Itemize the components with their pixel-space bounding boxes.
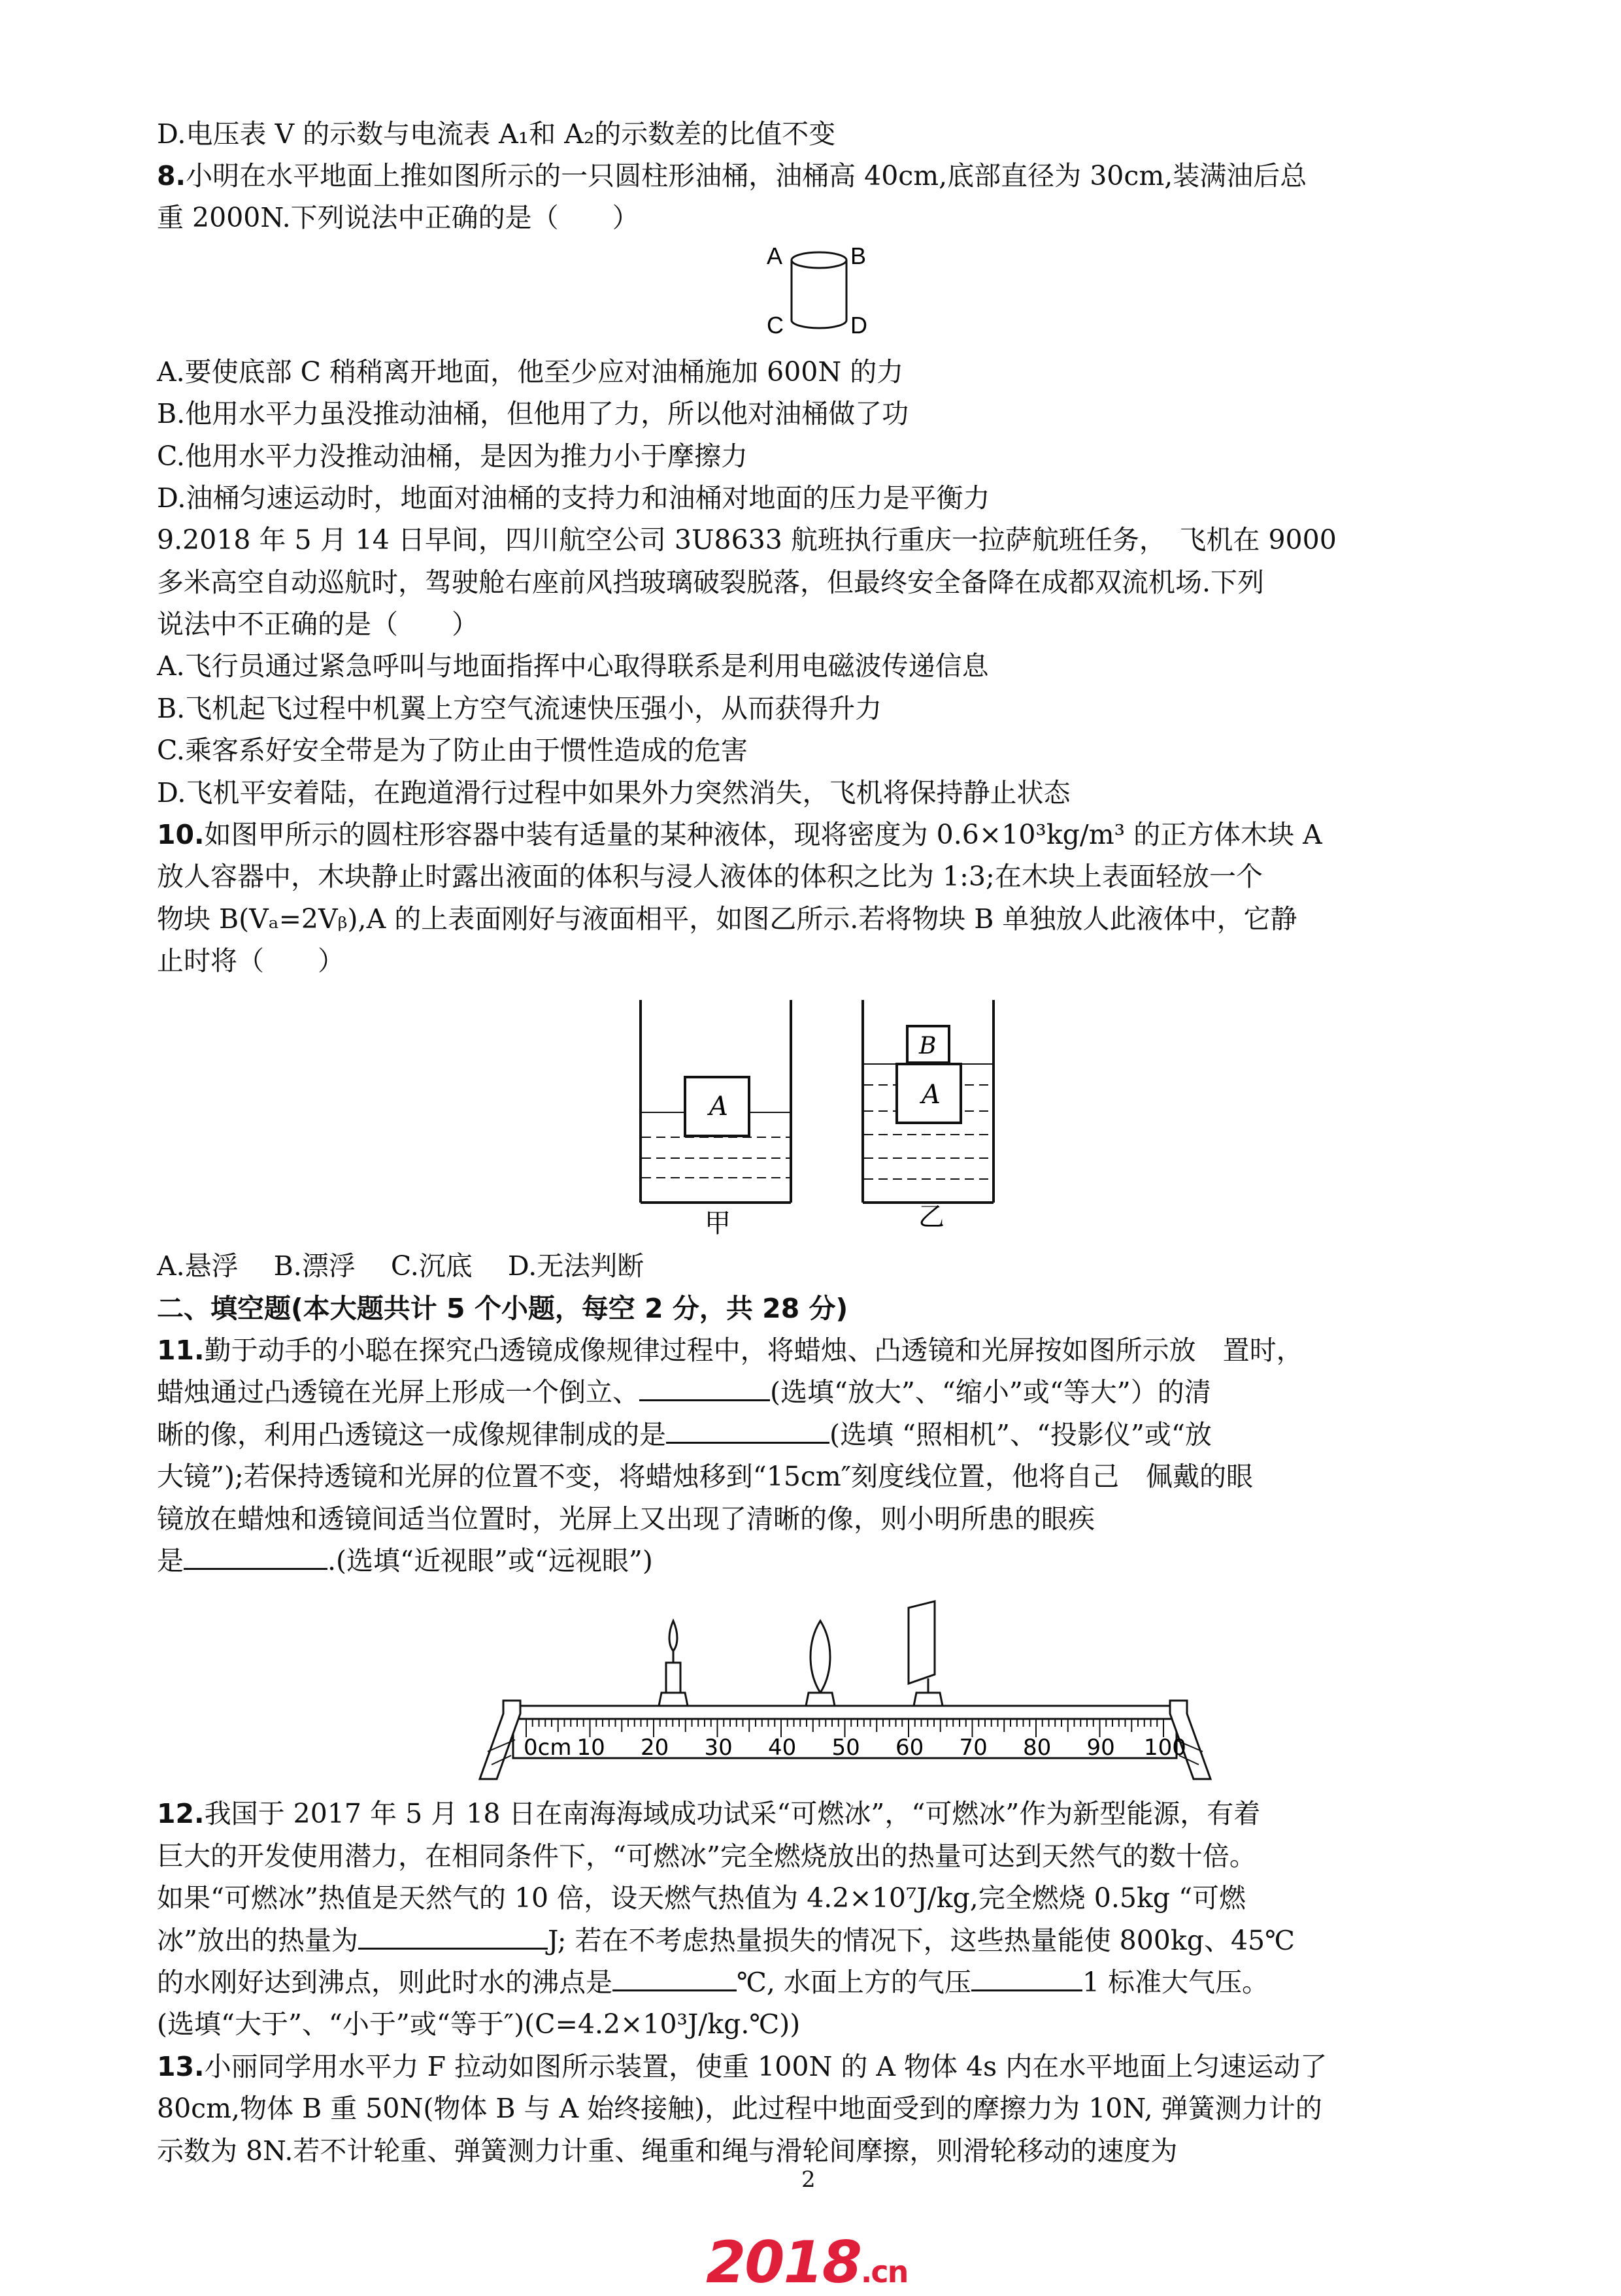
q10-options: A.悬浮 B.漂浮 C.沉底 D.无法判断 — [157, 1250, 644, 1282]
q11-stem-4: 大镜”);若保持透镜和光屏的位置不变，将蜡烛移到“15cm″刻度线位置，他将自己 佩戴的眼 — [157, 1461, 1254, 1492]
ruler-label: 10 — [577, 1735, 605, 1761]
watermark-logo — [706, 2229, 907, 2296]
label-c: C — [767, 312, 784, 339]
ruler-label: 70 — [959, 1735, 988, 1761]
answer-blank[interactable] — [184, 1544, 327, 1570]
q10-stem-1 — [157, 818, 1322, 851]
q13-text-1: 小丽同学用水平力 F 拉动如图所示装置，使重 100N 的 A 物体 4s 内在水平地面上匀速运动了 — [204, 2051, 1328, 2082]
q11-stem-2 — [157, 1376, 1211, 1408]
beakers-figure — [627, 987, 1007, 1248]
ruler-label: 20 — [641, 1735, 669, 1761]
q9-option-b: B.飞机起飞过程中机翼上方空气流速快压强小，从而获得升力 — [157, 693, 882, 724]
q11-text-3b: (选填 “照相机”、“投影仪”或“放 — [829, 1419, 1212, 1450]
block-a-label: A — [709, 1091, 728, 1122]
beaker-yi — [863, 1000, 994, 1232]
answer-blank[interactable] — [666, 1418, 829, 1444]
q12-stem-2: 巨大的开发使用潜力，在相同条件下，“可燃冰”完全燃烧放出的热量可达到天然气的数十倍。 — [157, 1840, 1256, 1872]
q12-stem-4 — [157, 1924, 1295, 1957]
q13-stem-1 — [157, 2050, 1327, 2083]
q12-text-5c: 1 标准大气压。 — [1082, 1967, 1269, 1998]
question-number: 13. — [157, 2051, 205, 2082]
candle-icon — [666, 1621, 680, 1693]
watermark-suffix: .cn — [860, 2254, 908, 2289]
q10-text-1: 如图甲所示的圆柱形容器中装有适量的某种液体，现将密度为 0.6×10³kg/m³ 的正方体木块 A — [204, 819, 1322, 850]
q8-option-d: D.油桶匀速运动时，地面对油桶的支持力和油桶对地面的压力是平衡力 — [157, 482, 990, 514]
answer-blank[interactable] — [612, 1966, 737, 1991]
optical-bench-figure — [477, 1595, 1216, 1791]
oil-drum-figure — [761, 243, 879, 341]
answer-blank[interactable] — [639, 1376, 770, 1401]
q12-text-4a: 冰”放出的热量为 — [157, 1925, 358, 1956]
q8-text-1: 小明在水平地面上推如图所示的一只圆柱形油桶，油桶高 40cm,底部直径为 30cm,装满油后总 — [186, 160, 1307, 191]
label-d: D — [850, 312, 867, 339]
q12-stem-6: (选填“大于”、“小于”或“等于″)(C=4.2×10³J/kg.℃)) — [157, 2008, 801, 2040]
q9-option-a: A.飞行员通过紧急呼叫与地面指挥中心取得联系是利用电磁波传递信息 — [157, 650, 989, 682]
ruler-label: 0cm — [524, 1735, 572, 1761]
q8-stem — [157, 159, 1307, 192]
question-number: 11. — [157, 1335, 205, 1366]
beaker-jia — [641, 1000, 791, 1239]
answer-blank[interactable] — [358, 1924, 548, 1950]
q11-stem-3 — [157, 1418, 1212, 1451]
section-2-heading: 二、填空题(本大题共计 5 个小题，每空 2 分，共 28 分) — [157, 1293, 848, 1324]
light-screen-icon — [909, 1601, 935, 1693]
label-b: B — [850, 243, 867, 269]
q10-stem-4: 止时将（ ） — [157, 945, 344, 976]
q7-option-d: D.电压表 V 的示数与电流表 A₁和 A₂的示数差的比值不变 — [157, 118, 836, 150]
q8-stem-2: 重 2000N.下列说法中正确的是（ ） — [157, 202, 639, 233]
q11-text-2b: (选填“放大”、“缩小”或“等大”）的清 — [770, 1376, 1211, 1408]
q12-stem-5 — [157, 1966, 1269, 1999]
q11-stem-1 — [157, 1334, 1303, 1367]
q9-stem-3: 说法中不正确的是（ ） — [157, 608, 478, 640]
ruler-label: 80 — [1023, 1735, 1052, 1761]
ruler-label: 40 — [768, 1735, 797, 1761]
q12-text-5b: ℃, 水面上方的气压 — [737, 1967, 971, 1998]
q11-text-6b: .(选填“近视眼”或“远视眼”) — [327, 1545, 653, 1576]
q11-text-1: 勤于动手的小聪在探究凸透镜成像规律过程中，将蜡烛、凸透镜和光屏按如图所示放 置时， — [204, 1335, 1303, 1366]
q8-option-c: C.他用水平力没推动油桶，是因为推力小于摩擦力 — [157, 441, 748, 472]
q8-option-b: B.他用水平力虽没推动油桶，但他用了力，所以他对油桶做了功 — [157, 398, 909, 429]
q12-stem-1 — [157, 1797, 1260, 1830]
q12-text-5a: 的水刚好达到沸点，则此时水的沸点是 — [157, 1967, 612, 1998]
q11-text-2a: 蜡烛通过凸透镜在光屏上形成一个倒立、 — [157, 1376, 639, 1408]
q11-text-3a: 晰的像，利用凸透镜这一成像规律制成的是 — [157, 1419, 666, 1450]
block-b-label: B — [919, 1033, 937, 1059]
q9-stem-1: 9.2018 年 5 月 14 日早间，四川航空公司 3U8633 航班执行重庆一拉萨航班任务， 飞机在 9000 — [157, 524, 1337, 556]
ruler-label: 30 — [704, 1735, 733, 1761]
q11-stem-6 — [157, 1544, 653, 1577]
q9-option-c: C.乘客系好安全带是为了防止由于惯性造成的危害 — [157, 735, 748, 766]
question-number: 8. — [157, 160, 186, 191]
q9-option-d: D.飞机平安着陆，在跑道滑行过程中如果外力突然消失，飞机将保持静止状态 — [157, 777, 1071, 808]
q13-stem-3: 示数为 8N.若不计轮重、弹簧测力计重、绳重和绳与滑轮间摩擦，则滑轮移动的速度为 — [157, 2135, 1178, 2167]
q10-stem-2: 放人容器中，木块静止时露出液面的体积与浸人液体的体积之比为 1:3;在木块上表面轻放一个 — [157, 861, 1263, 892]
q11-stem-5: 镜放在蜡烛和透镜间适当位置时，光屏上又出现了清晰的像，则小明所患的眼疾 — [157, 1503, 1095, 1535]
answer-blank[interactable] — [971, 1966, 1082, 1991]
q11-text-6a: 是 — [157, 1545, 184, 1576]
watermark-logo-text: 2018 — [706, 2229, 861, 2296]
q10-stem-3: 物块 B(Vₐ=2Vᵦ),A 的上表面刚好与液面相平，如图乙所示.若将物块 B 单独放人此液体中，它静 — [157, 903, 1297, 935]
q13-stem-2: 80cm,物体 B 重 50N(物体 B 与 A 始终接触)，此过程中地面受到的摩擦力为 10N, 弹簧测力计的 — [157, 2093, 1322, 2124]
caption-yi: 乙 — [918, 1202, 944, 1232]
q12-stem-3: 如果“可燃冰”热值是天然气的 10 倍，设天燃气热值为 4.2×10⁷J/kg,完全燃烧 0.5kg “可燃 — [157, 1882, 1246, 1914]
convex-lens-icon — [811, 1621, 830, 1693]
ruler-label: 60 — [895, 1735, 924, 1761]
q8-option-a: A.要使底部 C 稍稍离开地面，他至少应对油桶施加 600N 的力 — [157, 356, 904, 388]
q12-text-4b: J; 若在不考虑热量损失的情况下，这些热量能使 800kg、45℃ — [547, 1925, 1295, 1956]
page-number: 2 — [801, 2167, 816, 2193]
block-a-label: A — [922, 1080, 941, 1110]
label-a: A — [767, 243, 783, 269]
ruler-label: 50 — [831, 1735, 860, 1761]
caption-jia: 甲 — [705, 1208, 731, 1239]
q9-stem-2: 多米高空自动巡航时，驾驶舱右座前风挡玻璃破裂脱落，但最终安全备降在成都双流机场.下列 — [157, 567, 1265, 598]
question-number: 10. — [157, 819, 205, 850]
ruler-label: 100 — [1144, 1735, 1186, 1761]
question-number: 12. — [157, 1798, 205, 1829]
q12-text-1: 我国于 2017 年 5 月 18 日在南海海域成功试采“可燃冰”，“可燃冰”作为新型能源，有着 — [204, 1798, 1261, 1829]
ruler-label: 90 — [1086, 1735, 1115, 1761]
